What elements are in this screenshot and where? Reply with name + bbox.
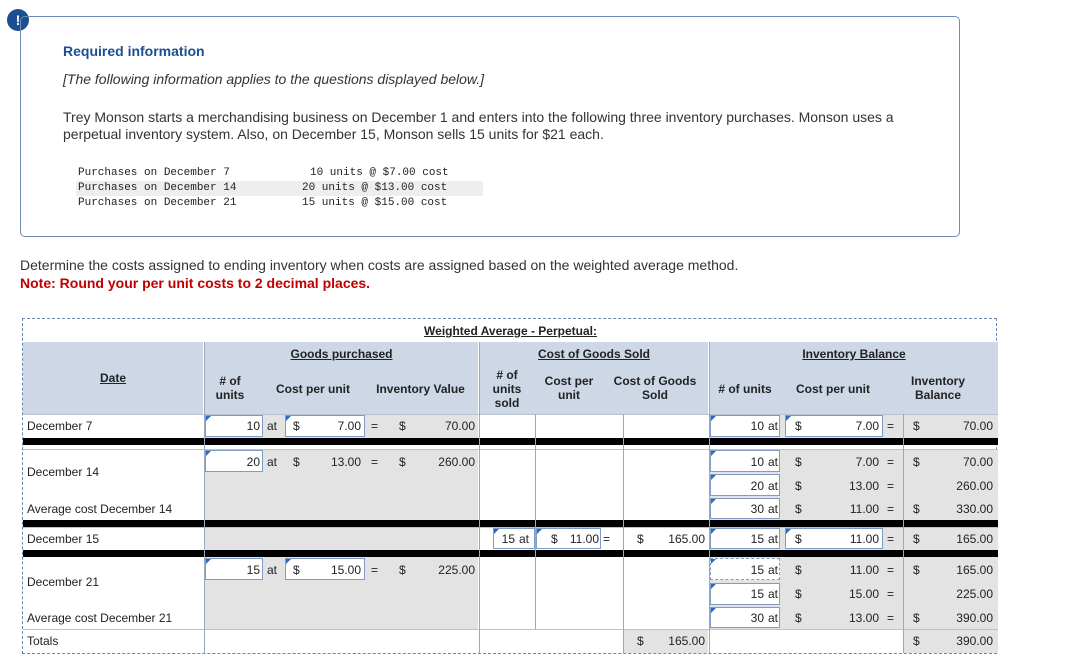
inventory-value-header: Inventory Value — [376, 382, 465, 396]
dollar-sign: $ — [913, 634, 920, 648]
dollar-sign: $ — [399, 455, 406, 469]
at-label: at — [768, 455, 779, 469]
dec14-balance-value-2: 260.00 — [956, 479, 993, 493]
cogs-header: Cost of Goods Sold — [538, 347, 650, 361]
equals-sign: = — [371, 563, 379, 577]
dollar-sign: $ — [795, 502, 802, 516]
table-title: Weighted Average - Perpetual: — [424, 324, 597, 338]
dec7-purchased-cost: 7.00 — [337, 419, 361, 433]
dec14-balance-units-2: 20 — [750, 479, 764, 493]
row-label-totals: Totals — [27, 634, 59, 648]
dec14-purchased-units: 20 — [246, 455, 260, 469]
dec7-balance-value: 70.00 — [962, 419, 993, 433]
dec21-purchased-cost: 15.00 — [330, 563, 361, 577]
at-label: at — [768, 587, 779, 601]
dollar-sign: $ — [399, 563, 406, 577]
dollar-sign: $ — [913, 532, 920, 546]
row-label-dec15: December 15 — [27, 532, 100, 546]
row-label-avg21: Average cost December 21 — [27, 611, 173, 625]
dec14-balance-cost-2: 13.00 — [848, 479, 879, 493]
equals-sign: = — [887, 419, 895, 433]
at-label: at — [768, 479, 779, 493]
dec21-purchased-value: 225.00 — [438, 563, 475, 577]
equals-sign: = — [887, 532, 895, 546]
dollar-sign: $ — [913, 611, 920, 625]
at-label: at — [768, 532, 779, 546]
balance-cost-per-unit-header: Cost per unit — [796, 382, 870, 396]
dec14-balance-cost-1: 7.00 — [855, 455, 879, 469]
equals-sign: = — [887, 563, 895, 577]
equals-sign: = — [887, 455, 895, 469]
dollar-sign: $ — [913, 455, 920, 469]
date-header: Date — [99, 371, 126, 385]
weighted-average-table — [22, 318, 997, 654]
dollar-sign: $ — [795, 587, 802, 601]
at-label: at — [768, 419, 779, 433]
dollar-sign: $ — [795, 479, 802, 493]
rounding-note: Note: Round your per unit costs to 2 decimal places. — [20, 275, 371, 291]
avg14-value: 330.00 — [956, 502, 993, 516]
units-sold-header: # of units sold — [492, 368, 522, 410]
required-info-title: Required information — [63, 43, 205, 59]
row-label-dec7: December 7 — [27, 419, 93, 433]
dec21-balance-cost-2: 15.00 — [848, 587, 879, 601]
equals-sign: = — [371, 455, 379, 469]
dollar-sign: $ — [637, 532, 644, 546]
cogs-value-header: Cost of Goods Sold — [613, 374, 697, 402]
dollar-sign: $ — [795, 563, 802, 577]
dec15-balance-units: 15 — [750, 532, 764, 546]
equals-sign: = — [603, 532, 611, 546]
question-text: Determine the costs assigned to ending inventory when costs are assigned based on the weighted average method. — [20, 257, 739, 273]
dollar-sign: $ — [795, 532, 802, 546]
required-info-note: [The following information applies to the questions displayed below.] — [63, 71, 485, 87]
dollar-sign: $ — [795, 611, 802, 625]
at-label: at — [267, 419, 278, 433]
at-label: at — [267, 563, 278, 577]
alert-icon: ! — [7, 9, 29, 31]
dollar-sign: $ — [795, 419, 802, 433]
dec7-balance-cost: 7.00 — [855, 419, 879, 433]
equals-sign: = — [371, 419, 379, 433]
dec15-balance-value: 165.00 — [956, 532, 993, 546]
at-label: at — [519, 532, 530, 546]
equals-sign: = — [887, 611, 895, 625]
dollar-sign: $ — [913, 563, 920, 577]
dec15-balance-cost: 11.00 — [849, 532, 879, 546]
cost-per-unit-header: Cost per unit — [276, 382, 350, 396]
avg14-units: 30 — [750, 502, 764, 516]
dec7-purchased-value: 70.00 — [444, 419, 475, 433]
purchase-row: Purchases on December 21 15 units @ $15.00 cost — [78, 197, 448, 209]
row-label-avg14: Average cost December 14 — [27, 502, 173, 516]
avg21-units: 30 — [750, 611, 764, 625]
dollar-sign: $ — [399, 419, 406, 433]
equals-sign: = — [887, 479, 895, 493]
dec15-cost-per-unit: 11.00 — [569, 532, 599, 546]
dec7-balance-units: 10 — [750, 419, 764, 433]
cogs-cost-per-unit-header: Cost per unit — [544, 374, 594, 402]
at-label: at — [768, 611, 779, 625]
required-info-description: Trey Monson starts a merchandising business on December 1 and enters into the following three inventory purchases. Monson uses a perpetual inventory system. Also, on December 15, Monson sells 15 units for $21 each. — [63, 109, 894, 142]
dec7-purchased-units: 10 — [246, 419, 260, 433]
purchase-row: Purchases on December 14 20 units @ $13.00 cost — [76, 181, 483, 196]
dec21-balance-units-1: 15 — [750, 563, 764, 577]
dec21-balance-value-2: 225.00 — [956, 587, 993, 601]
at-label: at — [267, 455, 278, 469]
dollar-sign: $ — [551, 532, 558, 546]
dec21-balance-units-2: 15 — [750, 587, 764, 601]
dec14-balance-value-1: 70.00 — [962, 455, 993, 469]
dec15-units-sold: 15 — [501, 532, 515, 546]
equals-sign: = — [887, 587, 895, 601]
avg21-value: 390.00 — [956, 611, 993, 625]
equals-sign: = — [887, 502, 895, 516]
dec14-purchased-cost: 13.00 — [330, 455, 361, 469]
avg21-cost: 13.00 — [848, 611, 879, 625]
dollar-sign: $ — [913, 502, 920, 516]
row-label-dec14: December 14 — [27, 465, 100, 479]
totals-balance: 390.00 — [956, 634, 993, 648]
inventory-balance-header: Inventory Balance — [802, 347, 906, 361]
dec21-balance-value-1: 165.00 — [956, 563, 993, 577]
balance-value-header: Inventory Balance — [910, 374, 965, 402]
dollar-sign: $ — [293, 563, 300, 577]
at-label: at — [768, 502, 779, 516]
dec15-cogs: 165.00 — [668, 532, 705, 546]
units-header: # of units — [215, 374, 245, 402]
dec14-purchased-value: 260.00 — [438, 455, 475, 469]
row-label-dec21: December 21 — [27, 575, 100, 589]
dec14-balance-units-1: 10 — [750, 455, 764, 469]
dollar-sign: $ — [637, 634, 644, 648]
dollar-sign: $ — [913, 419, 920, 433]
dec21-balance-cost-1: 11.00 — [849, 563, 879, 577]
dec21-purchased-units: 15 — [246, 563, 260, 577]
dollar-sign: $ — [293, 419, 300, 433]
goods-purchased-header: Goods purchased — [290, 347, 393, 361]
purchase-row: Purchases on December 7 10 units @ $7.00 cost — [78, 167, 449, 179]
balance-units-header: # of units — [718, 382, 772, 396]
totals-cogs: 165.00 — [668, 634, 705, 648]
avg14-cost: 11.00 — [849, 502, 879, 516]
at-label: at — [768, 563, 779, 577]
dollar-sign: $ — [795, 455, 802, 469]
dollar-sign: $ — [293, 455, 300, 469]
